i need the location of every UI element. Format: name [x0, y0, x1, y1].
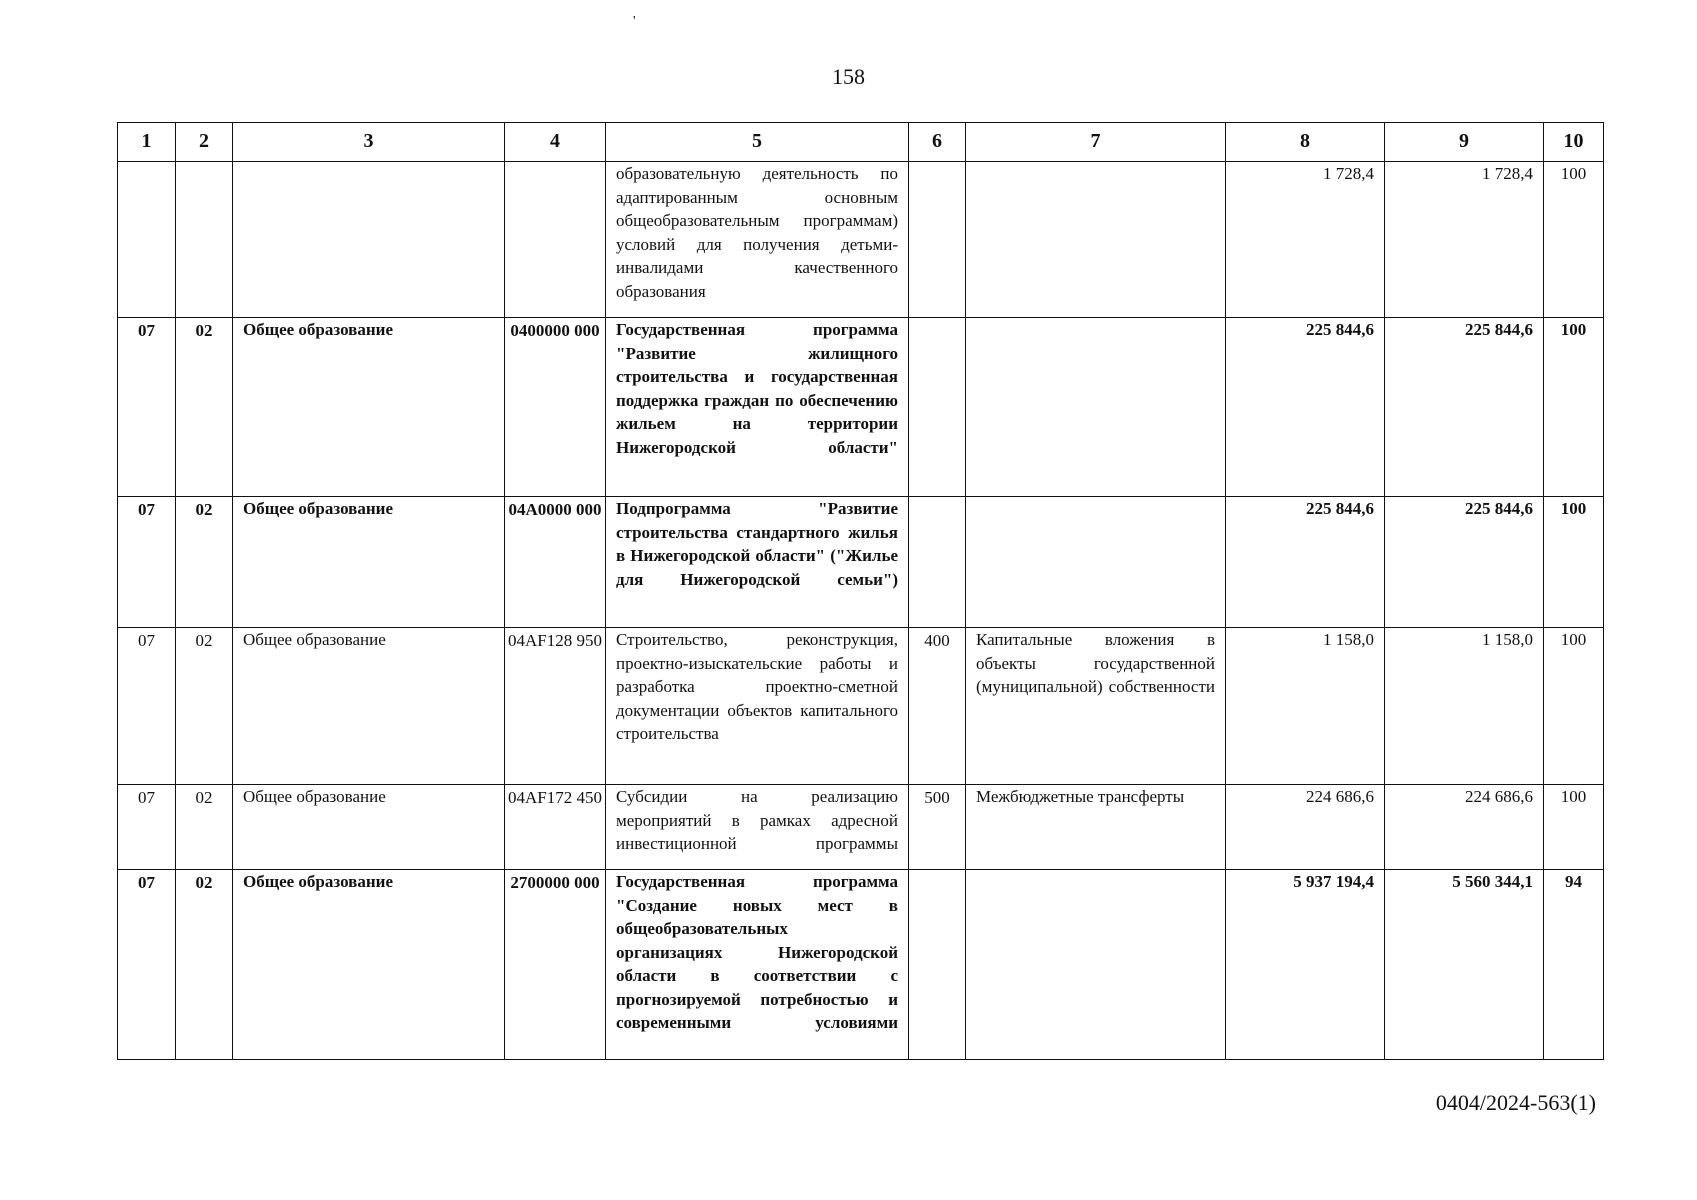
- col-header-2: 2: [176, 123, 233, 162]
- expense-type-name: [966, 497, 1226, 628]
- target-article-code: 04АF128 950: [505, 628, 606, 785]
- section-code: 07: [118, 785, 176, 870]
- expense-type-code: [909, 870, 966, 1060]
- col-header-5: 5: [606, 123, 909, 162]
- col-header-8: 8: [1226, 123, 1385, 162]
- item-description: образовательную деятельность по адаптированным основным общеобразовательным программам) условий для получения детьми-инвалидами качественного образования: [606, 162, 909, 318]
- section-code: 07: [118, 870, 176, 1060]
- amount-planned: 5 937 194,4: [1226, 870, 1385, 1060]
- amount-planned: 224 686,6: [1226, 785, 1385, 870]
- section-name: Общее образование: [233, 497, 505, 628]
- col-header-7: 7: [966, 123, 1226, 162]
- item-description: Подпрограмма "Развитие строительства стандартного жилья в Нижегородской области" ("Жилье для Нижегородской семьи"): [606, 497, 909, 628]
- amount-executed: 5 560 344,1: [1385, 870, 1544, 1060]
- expense-type-code: [909, 162, 966, 318]
- table-row: [118, 497, 1604, 628]
- item-description: Государственная программа "Развитие жилищного строительства и государственная поддержка граждан по обеспечению жильем на территории Нижегородской области": [606, 318, 909, 497]
- execution-percent: 100: [1544, 785, 1604, 870]
- amount-executed: 225 844,6: [1385, 318, 1544, 497]
- amount-planned: 1 728,4: [1226, 162, 1385, 318]
- execution-percent: 100: [1544, 497, 1604, 628]
- expense-type-code: [909, 497, 966, 628]
- expense-type-name: Капитальные вложения в объекты государственной (муниципальной) собственности: [966, 628, 1226, 785]
- section-name: [233, 162, 505, 318]
- budget-table: [117, 122, 1604, 1060]
- col-header-9: 9: [1385, 123, 1544, 162]
- section-code: [118, 162, 176, 318]
- subsection-code: 02: [176, 870, 233, 1060]
- item-description: Государственная программа "Создание новых мест в общеобразовательных организациях Нижегородской области в соответствии с прогнозируемой потребностью и современными условиями: [606, 870, 909, 1060]
- target-article-code: [505, 162, 606, 318]
- target-article-code: 0400000 000: [505, 318, 606, 497]
- subsection-code: 02: [176, 785, 233, 870]
- col-header-4: 4: [505, 123, 606, 162]
- execution-percent: 100: [1544, 162, 1604, 318]
- amount-planned: 1 158,0: [1226, 628, 1385, 785]
- execution-percent: 100: [1544, 628, 1604, 785]
- execution-percent: 100: [1544, 318, 1604, 497]
- amount-executed: 224 686,6: [1385, 785, 1544, 870]
- expense-type-name: [966, 162, 1226, 318]
- col-header-6: 6: [909, 123, 966, 162]
- subsection-code: [176, 162, 233, 318]
- item-description: Субсидии на реализацию мероприятий в рамках адресной инвестиционной программы: [606, 785, 909, 870]
- table-row: [118, 162, 1604, 318]
- subsection-code: 02: [176, 497, 233, 628]
- table-row: [118, 870, 1604, 1060]
- target-article-code: 04АF172 450: [505, 785, 606, 870]
- header-row: [118, 123, 1604, 162]
- section-code: 07: [118, 497, 176, 628]
- target-article-code: 04А0000 000: [505, 497, 606, 628]
- section-code: 07: [118, 628, 176, 785]
- amount-executed: 225 844,6: [1385, 497, 1544, 628]
- target-article-code: 2700000 000: [505, 870, 606, 1060]
- col-header-1: 1: [118, 123, 176, 162]
- table-row: [118, 318, 1604, 497]
- section-name: Общее образование: [233, 628, 505, 785]
- document-code: 0404/2024-563(1): [1435, 1090, 1596, 1115]
- table-row: [118, 628, 1604, 785]
- expense-type-name: Межбюджетные трансферты: [966, 785, 1226, 870]
- subsection-code: 02: [176, 628, 233, 785]
- expense-type-code: 400: [909, 628, 966, 785]
- item-description: Строительство, реконструкция, проектно-изыскательские работы и разработка проектно-сметной документации объектов капитального строительства: [606, 628, 909, 785]
- table-row: [118, 785, 1604, 870]
- subsection-code: 02: [176, 318, 233, 497]
- expense-type-code: [909, 318, 966, 497]
- section-code: 07: [118, 318, 176, 497]
- amount-executed: 1 158,0: [1385, 628, 1544, 785]
- amount-planned: 225 844,6: [1226, 318, 1385, 497]
- scan-mark: ': [633, 14, 636, 29]
- amount-executed: 1 728,4: [1385, 162, 1544, 318]
- expense-type-code: 500: [909, 785, 966, 870]
- section-name: Общее образование: [233, 870, 505, 1060]
- amount-planned: 225 844,6: [1226, 497, 1385, 628]
- col-header-3: 3: [233, 123, 505, 162]
- expense-type-name: [966, 870, 1226, 1060]
- page-number: 158: [832, 64, 865, 89]
- section-name: Общее образование: [233, 318, 505, 497]
- col-header-10: 10: [1544, 123, 1604, 162]
- execution-percent: 94: [1544, 870, 1604, 1060]
- section-name: Общее образование: [233, 785, 505, 870]
- expense-type-name: [966, 318, 1226, 497]
